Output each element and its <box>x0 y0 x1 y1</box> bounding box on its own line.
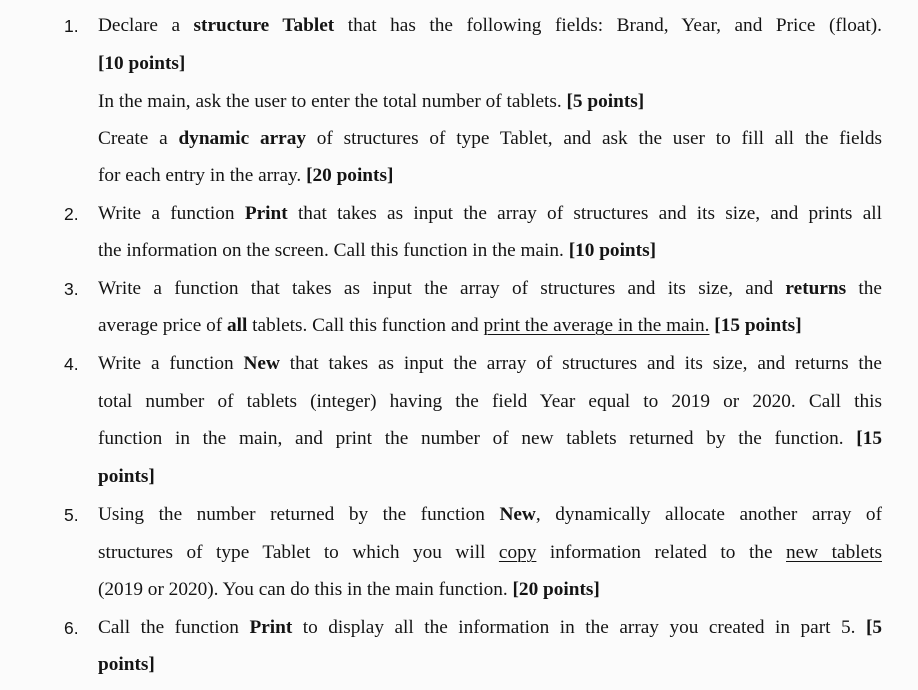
question-line: In the main, ask the user to enter the total number of tablets. [5 points] <box>98 91 645 112</box>
question-line: Write a function New that takes as input the array of structures and its size, and returns the <box>98 353 882 374</box>
underlined-text: copy <box>498 542 537 563</box>
question-line: Declare a structure Tablet that has the following fields: Brand, Year, and Price (float). <box>98 15 882 36</box>
question-line: the information on the screen. Call this function in the main. [10 points] <box>98 240 656 261</box>
question-number: 6. <box>64 618 79 638</box>
question-line: Write a function that takes as input the array of structures and its size, and returns the <box>98 278 882 299</box>
question-line: for each entry in the array. [20 points] <box>98 165 394 186</box>
question-number: 1. <box>64 16 79 36</box>
question-line: points] <box>98 466 155 487</box>
question-line: (2019 or 2020). You can do this in the main function. [20 points] <box>98 579 600 600</box>
question-line: Create a dynamic array of structures of type Tablet, and ask the user to fill all the fields <box>98 128 882 149</box>
underlined-text: print the average in the main. <box>483 315 710 336</box>
question-line: structures of type Tablet to which you will copy information related to the new tablets <box>98 542 882 563</box>
question-line: total number of tablets (integer) having the field Year equal to 2019 or 2020. Call this <box>98 391 882 412</box>
question-number: 4. <box>64 354 79 374</box>
question-line: Using the number returned by the function New, dynamically allocate another array of <box>98 504 882 525</box>
question-line: [10 points] <box>98 53 186 74</box>
question-line: average price of all tablets. Call this function and print the average in the main. [15 points] <box>98 315 802 336</box>
question-line: Call the function Print to display all the information in the array you created in part 5. [5 <box>98 617 882 638</box>
question-line: points] <box>98 654 155 675</box>
question-number: 3. <box>64 279 79 299</box>
underlined-text: new tablets <box>786 542 882 563</box>
question-line: Write a function Print that takes as input the array of structures and its size, and prints all <box>98 203 882 224</box>
question-number: 5. <box>64 505 79 525</box>
question-line: function in the main, and print the number of new tablets returned by the function. [15 <box>98 428 882 449</box>
question-number: 2. <box>64 204 79 224</box>
